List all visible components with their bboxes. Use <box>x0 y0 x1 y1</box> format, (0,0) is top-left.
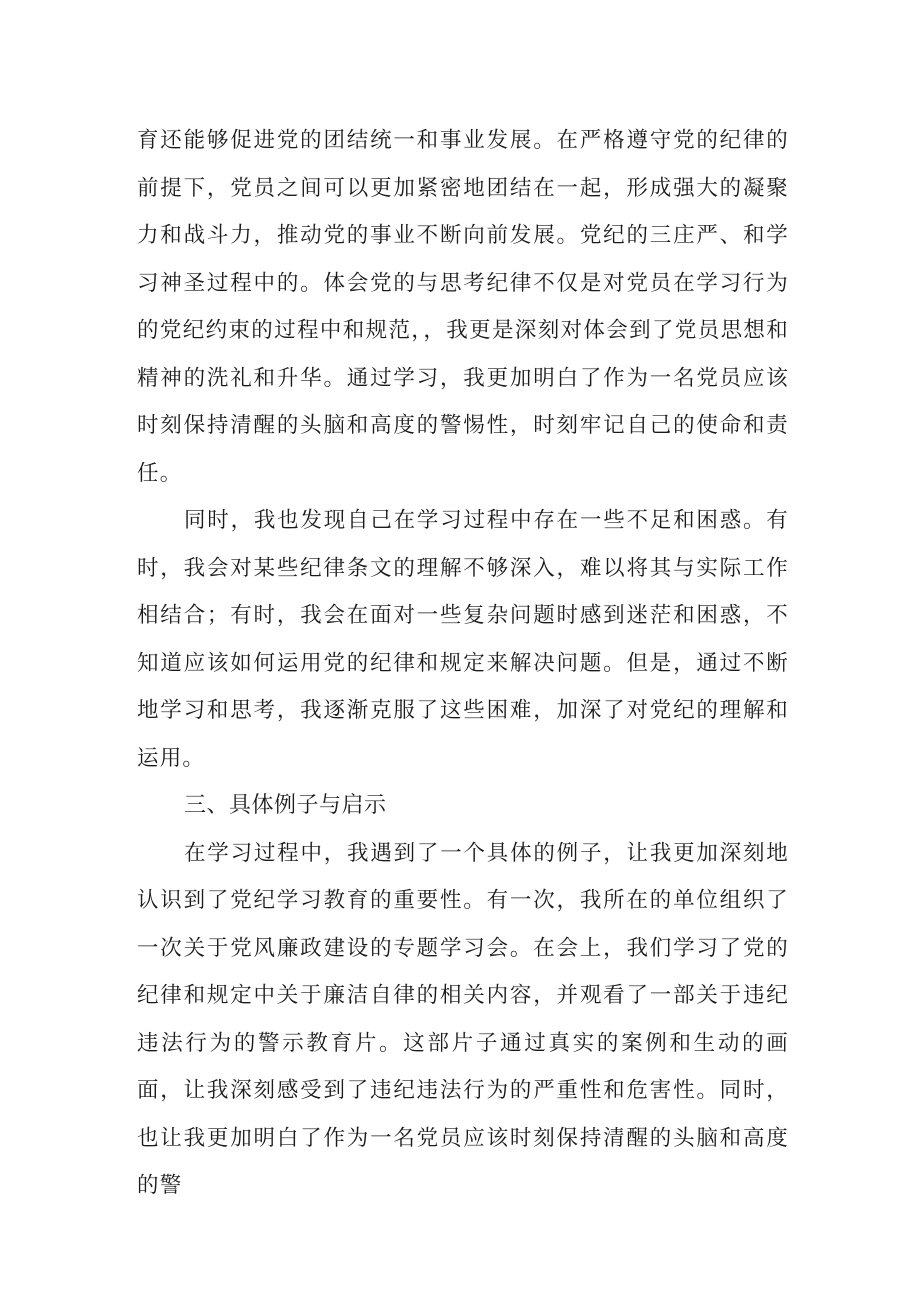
document-body <box>137 117 789 1210</box>
paragraph-shortcomings: 同时，我也发现自己在学习过程中存在一些不足和困惑。有时，我会对某些纪律条文的理解不够深入，难以将其与实际工作相结合；有时，我会在面对一些复杂问题时感到迷茫和困惑，不知道应该如何运用党的纪律和规定来解决问题。但是，通过不断地学习和思考，我逐渐克服了这些困难，加深了对党纪的理解和运用。 <box>137 508 789 771</box>
paragraph-continued: 育还能够促进党的团结统一和事业发展。在严格遵守党的纪律的前提下，党员之间可以更加紧密地团结在一起，形成强大的凝聚力和战斗力，推动党的事业不断向前发展。党纪的三庄严、和学习神圣过程中的。体会党的与思考纪律不仅是对党员在学习行为的党纪约束的过程中和规范，，我更是深刻对体会到了党员思想和精神的洗礼和升华。通过学习，我更加明白了作为一名党员应该时刻保持清醒的头脑和高度的警惕性，时刻牢记自己的使命和责任。 <box>137 128 789 486</box>
paragraph-example: 在学习过程中，我遇到了一个具体的例子，让我更加深刻地认识到了党纪学习教育的重要性。有一次，我所在的单位组织了一次关于党风廉政建设的专题学习会。在会上，我们学习了党的纪律和规定中关于廉洁自律的相关内容，并观看了一部关于违纪违法行为的警示教育片。这部片子通过真实的案例和生动的画面，让我深刻感受到了违纪违法行为的严重性和危害性。同时，也让我更加明白了作为一名党员应该时刻保持清醒的头脑和高度的警 <box>137 840 789 1198</box>
section-heading: 三、具体例子与启示 <box>184 793 387 818</box>
